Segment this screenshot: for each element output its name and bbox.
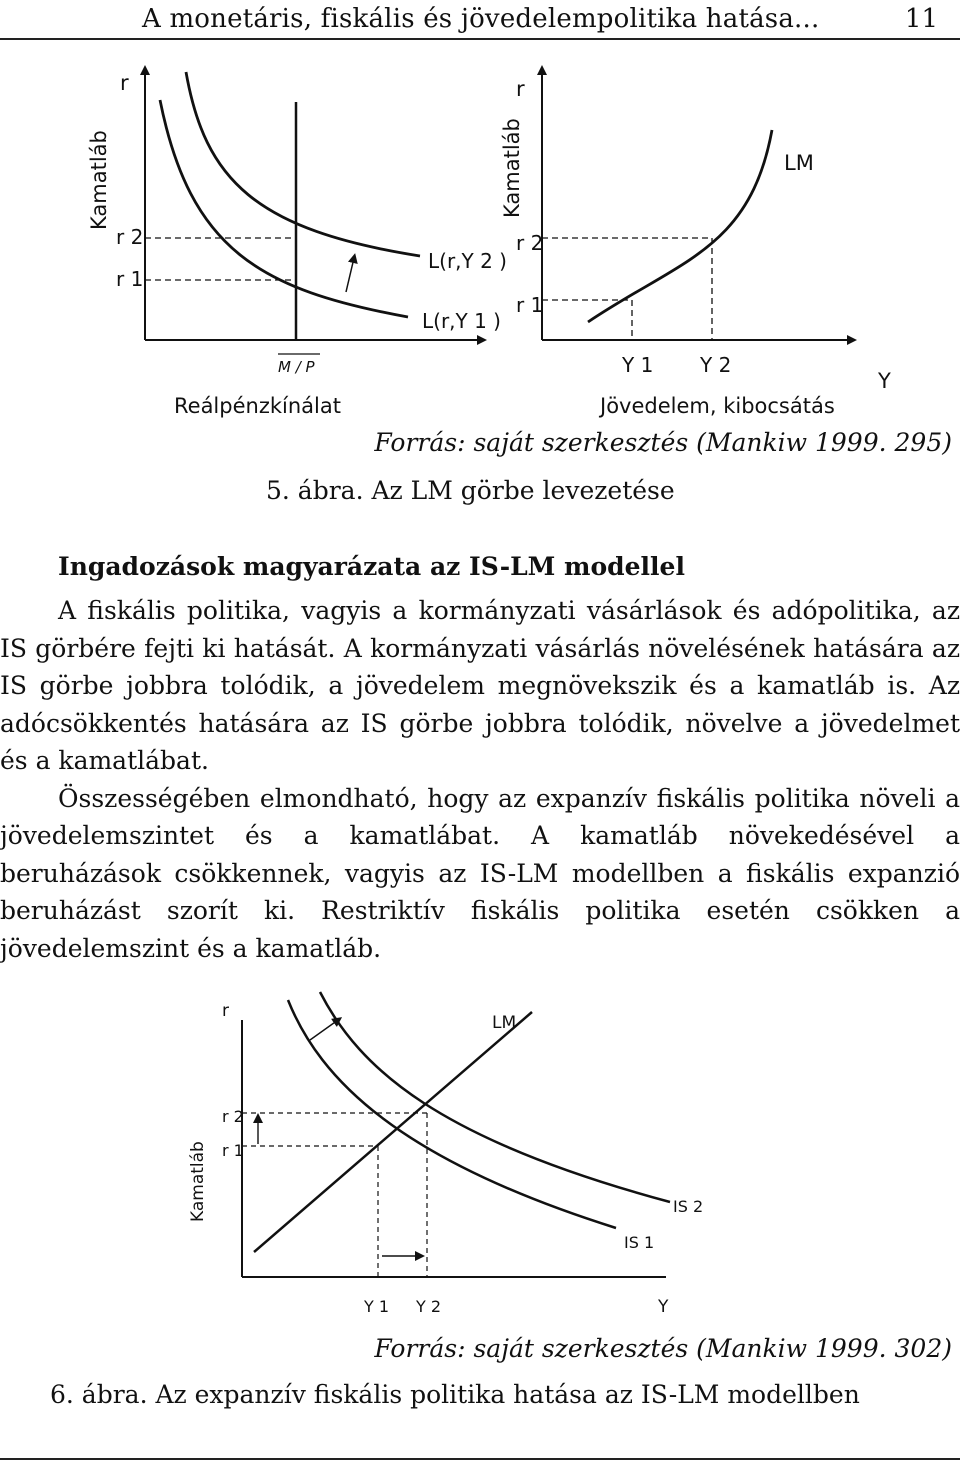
header-rule bbox=[0, 38, 960, 40]
left-r2-label: r 2 bbox=[116, 225, 144, 249]
fig6-lm-label: LM bbox=[492, 1013, 517, 1033]
paragraph-2: Összességében elmondható, hogy az expanzív fiskális politika növeli a jövedelemszintet és a kamatlábat. A kamatláb növekedésével a beruházások csökkennek, vagyis az IS-LM modellben a fiskális expanzió beruházást szorít ki. Restriktív fiskális politika esetén csökken a jövedelemszint és a kamatláb. bbox=[0, 783, 960, 963]
demand-curve-y1 bbox=[160, 100, 408, 317]
fig6-r2-label: r 2 bbox=[222, 1107, 244, 1126]
paragraph-1: A fiskális politika, vagyis a kormányzati vásárlások és adópolitika, az IS görbére fejti ki hatását. A kormányzati vásárlás növelésének hatására az IS görbe jobbra tolódik, a jövedelem megnövekszik és a kamatláb is. Az adócsökkentés hatására az IS görbe jobbra tolódik, növelve a jövedelmet és a kamatlábat. bbox=[0, 596, 960, 775]
shift-arrow bbox=[346, 258, 354, 292]
figure5-caption: 5. ábra. Az LM görbe levezetése bbox=[266, 476, 675, 505]
right-r1-label: r 1 bbox=[516, 293, 544, 317]
left-r1-label: r 1 bbox=[116, 267, 144, 291]
right-x-axis-label: Y bbox=[878, 369, 891, 393]
fig6-y-title: Kamatláb bbox=[188, 1141, 208, 1222]
figure6-islm-chart bbox=[170, 990, 730, 1335]
footer-rule bbox=[0, 1458, 960, 1460]
figure6-source: Forrás: saját szerkesztés (Mankiw 1999. 302) bbox=[374, 1334, 952, 1363]
curve-y1-label: L(r,Y 1 ) bbox=[422, 309, 501, 333]
left-y-title: Kamatláb bbox=[87, 130, 111, 230]
fig6-is1-curve bbox=[288, 1000, 616, 1228]
fig6-r-label: r bbox=[222, 1001, 229, 1021]
lm-curve bbox=[588, 130, 772, 322]
y1-label: Y 1 bbox=[622, 353, 654, 377]
fig6-is1-label: IS 1 bbox=[624, 1233, 655, 1252]
fig6-is2-label: IS 2 bbox=[673, 1197, 704, 1216]
figure5-source: Forrás: saját szerkesztés (Mankiw 1999. 295) bbox=[374, 428, 952, 457]
right-r2-label: r 2 bbox=[516, 231, 544, 255]
left-x-title: Reálpénzkínálat bbox=[174, 394, 341, 418]
figure6-caption: 6. ábra. Az expanzív fiskális politika hatása az IS-LM modellben bbox=[50, 1380, 860, 1409]
figure5-left-panel bbox=[80, 60, 507, 430]
body-text bbox=[0, 592, 960, 967]
page-header bbox=[0, 0, 960, 40]
demand-curve-y2 bbox=[186, 72, 420, 256]
supply-label: M / P bbox=[278, 358, 315, 376]
fig6-y2-label: Y 2 bbox=[416, 1297, 442, 1316]
fig6-y1-label: Y 1 bbox=[364, 1297, 390, 1316]
section-title: Ingadozások magyarázata az IS-LM modellel bbox=[58, 552, 685, 581]
fig6-x-axis-label: Y bbox=[658, 1297, 669, 1317]
fig6-lm-line bbox=[254, 1012, 532, 1252]
lm-label: LM bbox=[784, 151, 814, 175]
right-r-label: r bbox=[516, 77, 525, 101]
fig6-r1-label: r 1 bbox=[222, 1141, 244, 1160]
running-title: A monetáris, fiskális és jövedelempolitika hatása... bbox=[142, 4, 820, 34]
right-x-title: Jövedelem, kibocsátás bbox=[600, 394, 835, 418]
y2-label: Y 2 bbox=[700, 353, 732, 377]
fig6-shift-arrow bbox=[310, 1020, 338, 1040]
curve-y2-label: L(r,Y 2 ) bbox=[428, 249, 507, 273]
left-r-label: r bbox=[120, 71, 129, 95]
page-number: 11 bbox=[904, 4, 938, 34]
figure5-right-panel bbox=[490, 60, 930, 430]
right-y-title: Kamatláb bbox=[500, 118, 524, 218]
